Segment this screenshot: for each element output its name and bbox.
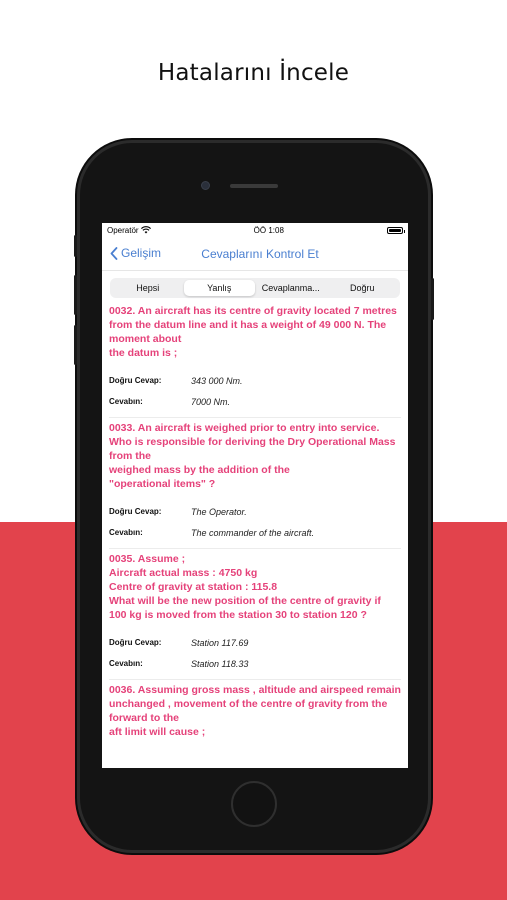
question-text: 0032. An aircraft has its centre of gravity located 7 metres from the datum line and it has a weight of 49 000 N. The moment about the datum is ; bbox=[109, 305, 397, 359]
volume-down-button bbox=[74, 325, 77, 365]
segment-wrong[interactable]: Yanlış bbox=[184, 280, 256, 296]
answer-block bbox=[109, 501, 401, 543]
battery-icon bbox=[387, 227, 403, 234]
answer-block bbox=[109, 370, 401, 412]
filter-segmented-control bbox=[110, 278, 400, 298]
your-answer-label: Cevabın: bbox=[109, 397, 143, 406]
earpiece-speaker bbox=[230, 184, 278, 188]
wifi-icon bbox=[141, 226, 151, 234]
correct-answer-value: Station 117.69 bbox=[191, 637, 249, 648]
carrier-label: Operatör bbox=[107, 225, 139, 235]
list-item[interactable] bbox=[109, 418, 401, 549]
list-item[interactable] bbox=[109, 301, 401, 418]
battery-level bbox=[389, 229, 401, 232]
home-button[interactable] bbox=[231, 781, 277, 827]
status-time: ÖÖ 1:08 bbox=[253, 225, 284, 235]
correct-answer-value: The Operator. bbox=[191, 506, 247, 517]
question-text: 0035. Assume ; Aircraft actual mass : 4750 kg Centre of gravity at station : 115.8 What will be the new position of the centre of gravity if 100 kg is moved from the station 30 to station 120 ? bbox=[109, 553, 381, 621]
front-camera bbox=[201, 181, 210, 190]
segment-correct[interactable]: Doğru bbox=[349, 283, 375, 293]
segment-unanswered[interactable]: Cevaplanma... bbox=[261, 283, 320, 293]
your-answer-label: Cevabın: bbox=[109, 659, 143, 668]
question-list bbox=[102, 301, 408, 744]
your-answer-value: 7000 Nm. bbox=[191, 396, 231, 407]
correct-answer-value: 343 000 Nm. bbox=[191, 375, 243, 386]
question-text: 0033. An aircraft is weighed prior to entry into service. Who is responsible for deriving the Dry Operational Mass from the weighed mass by the addition of the "operational items" ? bbox=[109, 422, 396, 490]
navigation-bar bbox=[102, 237, 408, 271]
volume-up-button bbox=[74, 275, 77, 315]
answer-block bbox=[109, 632, 401, 674]
mute-switch bbox=[74, 235, 77, 257]
segment-all[interactable]: Hepsi bbox=[136, 283, 160, 293]
status-bar bbox=[102, 223, 408, 237]
app-screen bbox=[102, 223, 408, 768]
correct-answer-label: Doğru Cevap: bbox=[109, 507, 162, 516]
correct-answer-label: Doğru Cevap: bbox=[109, 376, 162, 385]
your-answer-value: The commander of the aircraft. bbox=[191, 527, 315, 538]
power-button bbox=[431, 278, 434, 320]
your-answer-label: Cevabın: bbox=[109, 528, 143, 537]
back-button-label: Gelişim bbox=[121, 246, 162, 260]
nav-title bbox=[102, 247, 408, 261]
list-item[interactable] bbox=[109, 549, 401, 680]
question-text: 0036. Assuming gross mass , altitude and airspeed remain unchanged , movement of the centre of gravity from the forward to the aft limit will cause ; bbox=[109, 684, 401, 738]
list-item[interactable] bbox=[109, 680, 401, 744]
nav-title-text: Cevaplarını Kontrol Et bbox=[201, 247, 319, 261]
correct-answer-label: Doğru Cevap: bbox=[109, 638, 162, 647]
page-headline: Hatalarını İncele bbox=[157, 60, 350, 86]
your-answer-value: Station 118.33 bbox=[191, 658, 249, 669]
phone-frame bbox=[80, 143, 428, 850]
